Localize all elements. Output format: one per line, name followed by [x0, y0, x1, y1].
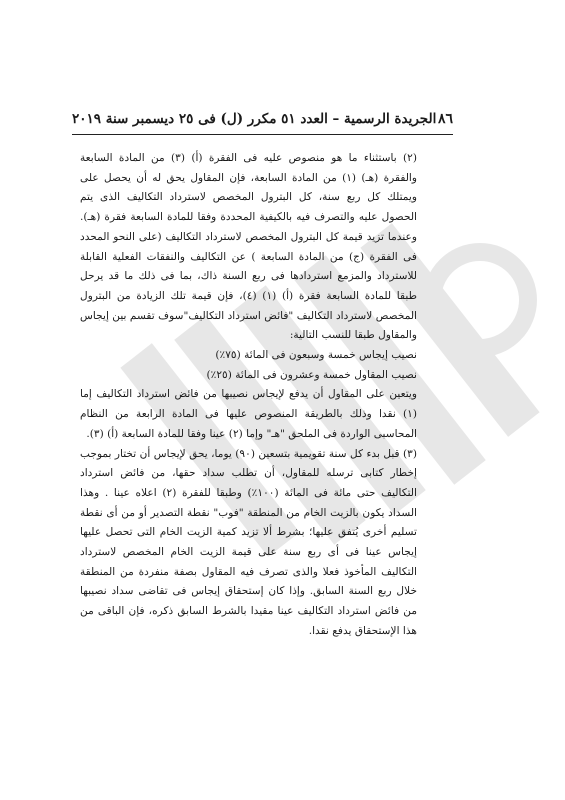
page-header	[72, 108, 453, 130]
egas-share-line: نصيب إيجاس خمسة وسبعون فى المائة (٧٥٪)	[215, 349, 417, 362]
page-body	[80, 149, 417, 642]
contractor-share-line: نصيب المقاول خمسة وعشرون فى المائة (٢٥٪)	[206, 368, 417, 381]
gazette-title: الجريدة الرسمية – العدد ٥١ مكرر (ل) فى ٢٥ ديسمبر سنة ٢٠١٩	[72, 111, 437, 127]
page-number: ٨٦	[437, 111, 453, 127]
payment-method-paragraph: ويتعين على المقاول أن يدفع لإيجاس نصيبها من فائض استرداد التكاليف إما (١) نقدا وذلك بالطريقة المنصوص عليها فى المادة الرابعة من النظام المحاسبى الواردة فى الملحق "هـ" وإما (٢) عينا وفقا للمادة السابعة (أ) (٣).	[80, 388, 417, 440]
clause-3-paragraph: (٣) قبل بدء كل سنة تقويمية بتسعين (٩٠) يوما، يحق لإيجاس أن تختار بموجب إخطار كتابى ترسله للمقاول، أن تطلب سداد حقها، من فائض استرداد التكاليف حتى مائة فى المائة (١٠٠٪) وطبقا للفقرة (٢) اعلاه عينا . وهذا السداد يكون بالزيت الخام من المنطقة "فوب" نقطة التصدير أو من أى نقطة تسليم أخرى يُتفق عليها؛ بشرط ألا تزيد كمية الزيت الخام التى تحصل عليها إيجاس عينا فى أى ربع سنة على قيمة الزيت الخام المخصص لاسترداد التكاليف المأخوذ فعلا والذى تصرف فيه المقاول بصفة منفردة من المنطقة خلال ربع السنة السابق. وإذا كان إستحقاق إيجاس فى تقاضى سداد نصيبها من فائض استرداد التكاليف عينا مقيدا بالشرط السابق ذكره، فإن الباقى من هذا الإستحقاق يدفع نقدا.	[80, 447, 417, 637]
header-rule	[72, 134, 453, 135]
clause-2-paragraph: (٢) باستثناء ما هو منصوص عليه فى الفقرة (أ) (٣) من المادة السابعة والفقرة (هـ) (١) من المادة السابعة، فإن المقاول يحق له أن يحصل على ويمتلك كل ربع سنة، كل البترول المخصص لاسترداد التكاليف الذى يتم الحصول عليه والتصرف فيه بالكيفية المحددة وفقا للمادة السابعة فقرة (هـ). وعندما تزيد قيمة كل البترول المخصص لاسترداد التكاليف (على النحو المحدد فى الفقرة (ج) من المادة السابعة ) عن التكاليف والنفقات الفعلية القابلة للاسترداد والمزمع استردادها فى ربع السنة ذاك، بما فى ذلك ما قد يرحل طبقا للمادة السابعة فقرة (أ) (١) (٤)، فإن قيمة تلك الزيادة من البترول المخصص لاسترداد التكاليف "فائض استرداد التكاليف"سوف تقسم بين إيجاس والمقاول طبقا للنسب التالية:	[80, 152, 417, 342]
